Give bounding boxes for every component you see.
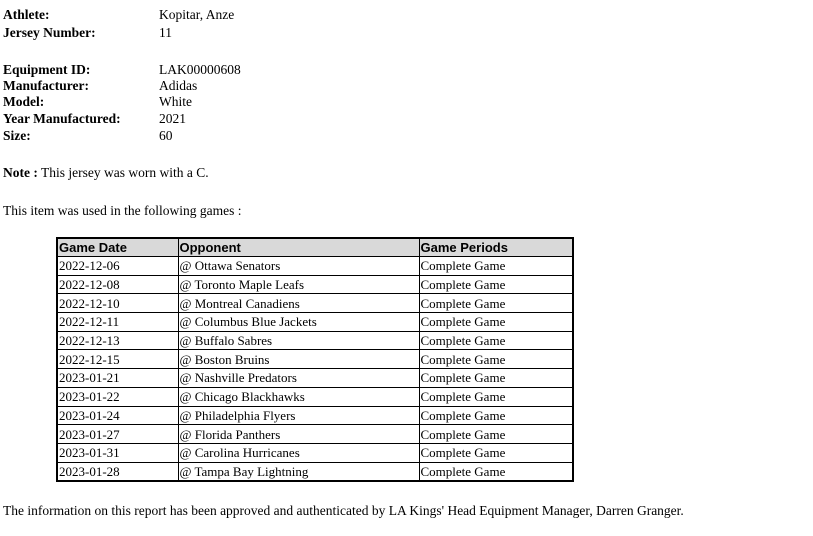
game-periods-cell: Complete Game: [419, 313, 573, 332]
manufacturer-value: Adidas: [159, 78, 198, 93]
games-intro: This item was used in the following games :: [3, 203, 242, 218]
game-periods-cell: Complete Game: [419, 331, 573, 350]
opponent-cell: @ Carolina Hurricanes: [178, 443, 419, 462]
game-date-cell: 2022-12-13: [57, 331, 178, 350]
table-row: [57, 462, 573, 481]
table-row: [57, 275, 573, 294]
table-row: [57, 387, 573, 406]
game-periods-cell: Complete Game: [419, 406, 573, 425]
table-row: [57, 443, 573, 462]
note-label: Note :: [3, 165, 38, 180]
table-row: [57, 257, 573, 276]
opponent-cell: @ Montreal Canadiens: [178, 294, 419, 313]
footer-authentication-note: The information on this report has been approved and authenticated by LA Kings' Head Equipment Manager, Darren Granger.: [3, 503, 684, 518]
table-row: [57, 313, 573, 332]
game-date-cell: 2022-12-10: [57, 294, 178, 313]
header-game-periods: Game Periods: [419, 238, 573, 257]
game-date-cell: 2023-01-27: [57, 425, 178, 444]
game-periods-cell: Complete Game: [419, 425, 573, 444]
note: [3, 165, 209, 181]
model-label: Model:: [3, 94, 45, 109]
game-date-cell: 2023-01-21: [57, 369, 178, 388]
table-row: [57, 369, 573, 388]
size-value: 60: [159, 128, 173, 143]
athlete-label: Athlete:: [3, 7, 50, 22]
game-periods-cell: Complete Game: [419, 387, 573, 406]
table-row: [57, 331, 573, 350]
opponent-cell: @ Columbus Blue Jackets: [178, 313, 419, 332]
game-periods-cell: Complete Game: [419, 462, 573, 481]
table-row: [57, 425, 573, 444]
header-game-date: Game Date: [57, 238, 178, 257]
game-date-cell: 2022-12-08: [57, 275, 178, 294]
opponent-cell: @ Nashville Predators: [178, 369, 419, 388]
game-periods-cell: Complete Game: [419, 257, 573, 276]
equipment-id-label: Equipment ID:: [3, 62, 91, 77]
manufacturer-label: Manufacturer:: [3, 78, 89, 93]
model-value: White: [159, 94, 192, 109]
game-date-cell: 2023-01-28: [57, 462, 178, 481]
equipment-id-value: LAK00000608: [159, 62, 241, 77]
athlete-value: Kopitar, Anze: [159, 7, 235, 22]
table-row: [57, 350, 573, 369]
year-manufactured-label: Year Manufactured:: [3, 111, 121, 126]
game-periods-cell: Complete Game: [419, 294, 573, 313]
game-periods-cell: Complete Game: [419, 369, 573, 388]
header-opponent: Opponent: [178, 238, 419, 257]
game-periods-cell: Complete Game: [419, 350, 573, 369]
opponent-cell: @ Florida Panthers: [178, 425, 419, 444]
game-date-cell: 2022-12-15: [57, 350, 178, 369]
game-date-cell: 2022-12-06: [57, 257, 178, 276]
note-text: This jersey was worn with a C.: [37, 165, 209, 180]
opponent-cell: @ Tampa Bay Lightning: [178, 462, 419, 481]
year-manufactured-value: 2021: [159, 111, 186, 126]
games-table: [56, 237, 574, 482]
jersey-number-value: 11: [159, 25, 172, 40]
table-row: [57, 294, 573, 313]
opponent-cell: @ Buffalo Sabres: [178, 331, 419, 350]
game-periods-cell: Complete Game: [419, 275, 573, 294]
game-periods-cell: Complete Game: [419, 443, 573, 462]
game-date-cell: 2023-01-24: [57, 406, 178, 425]
opponent-cell: @ Boston Bruins: [178, 350, 419, 369]
games-table-header-row: [57, 238, 573, 257]
game-date-cell: 2022-12-11: [57, 313, 178, 332]
opponent-cell: @ Toronto Maple Leafs: [178, 275, 419, 294]
table-row: [57, 406, 573, 425]
game-date-cell: 2023-01-22: [57, 387, 178, 406]
game-date-cell: 2023-01-31: [57, 443, 178, 462]
size-label: Size:: [3, 128, 31, 143]
opponent-cell: @ Chicago Blackhawks: [178, 387, 419, 406]
opponent-cell: @ Ottawa Senators: [178, 257, 419, 276]
jersey-number-label: Jersey Number:: [3, 25, 96, 40]
opponent-cell: @ Philadelphia Flyers: [178, 406, 419, 425]
